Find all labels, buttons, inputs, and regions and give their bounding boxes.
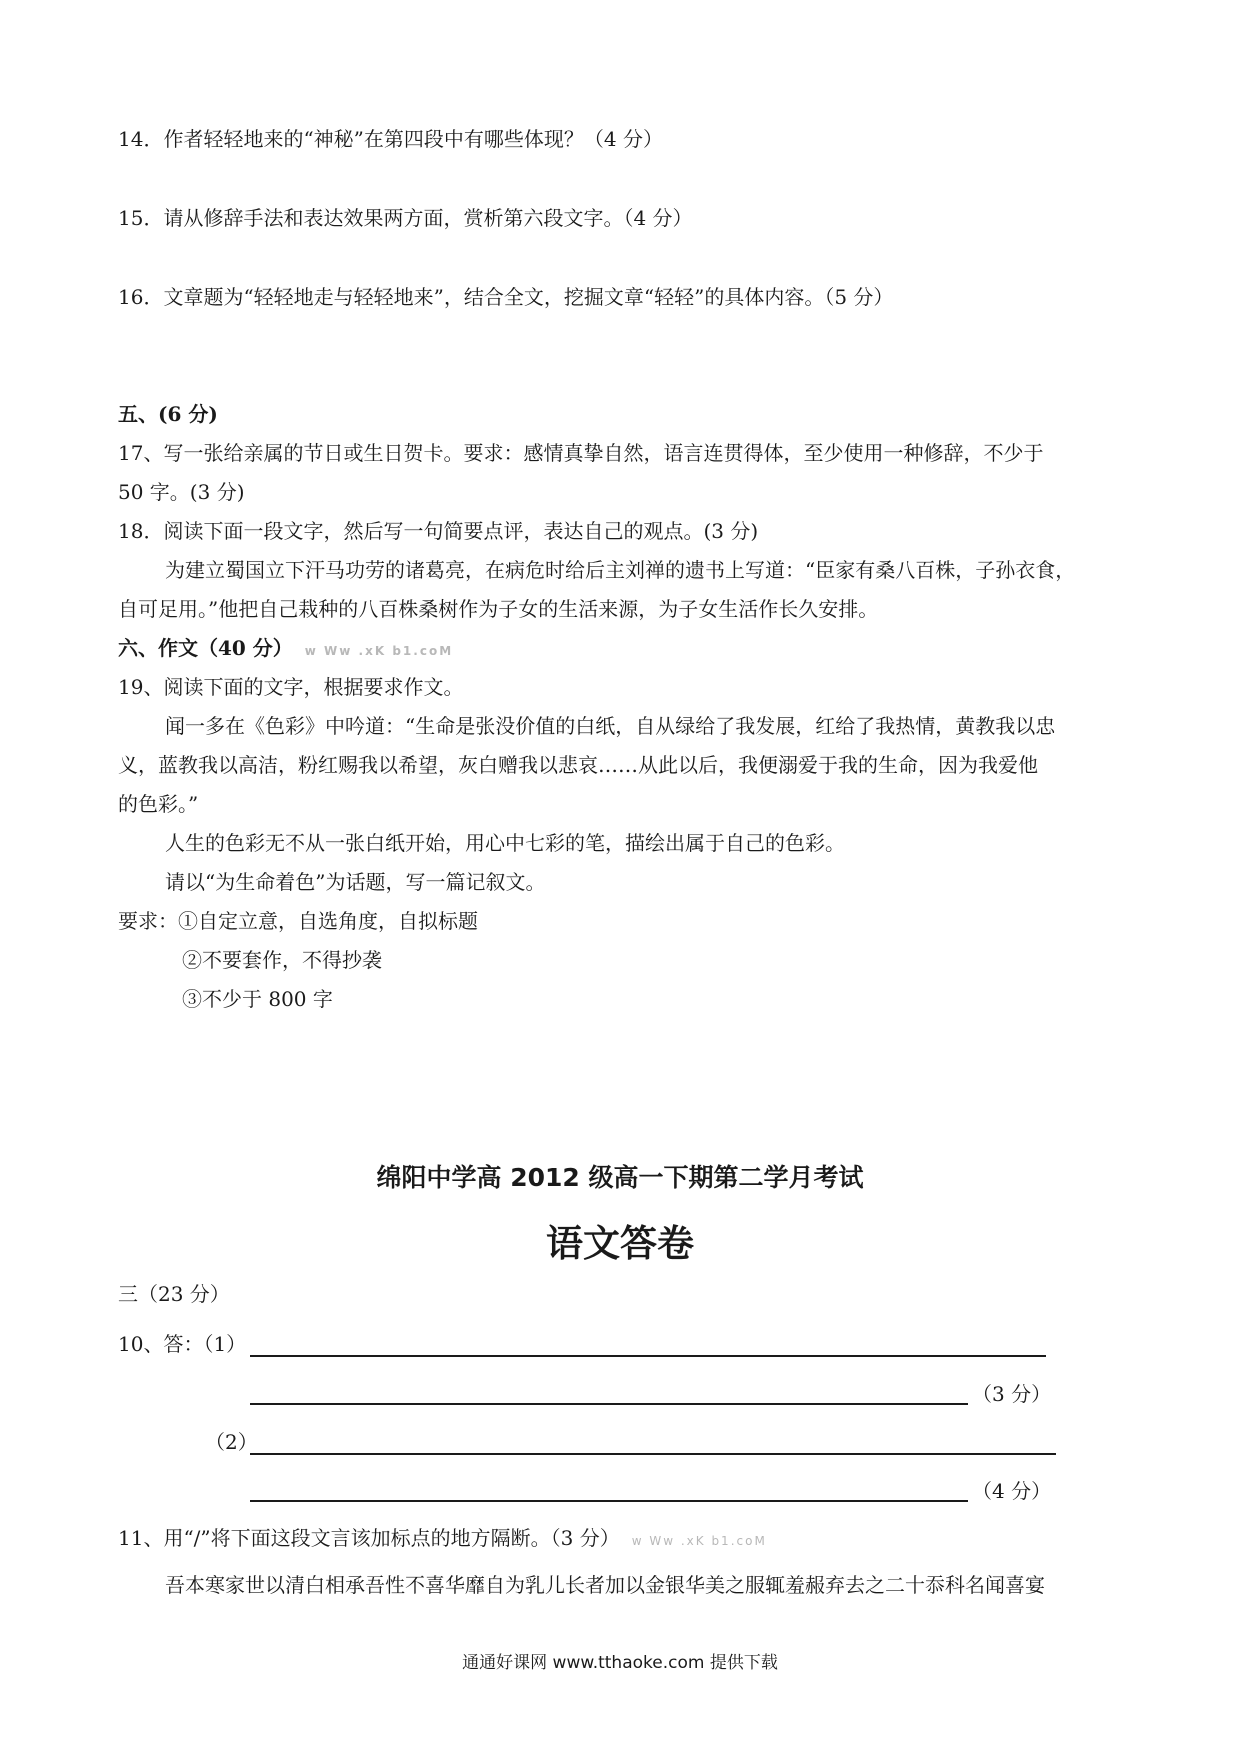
footer: 通通好课网 www.tthaoke.com 提供下载: [462, 1653, 778, 1673]
question-10-2-points: （4 分）: [972, 1479, 1052, 1503]
quote-line1: 闻一多在《色彩》中吟道：“生命是张没价值的白纸，自从绿给了我发展，红给了我热情，黄教我以忠: [165, 714, 1056, 738]
question-11-passage: 吾本寒家世以清白相承吾性不喜华靡自为乳儿长者加以金银华美之服辄羞赧弃去之二十忝科名闻喜宴: [165, 1573, 1045, 1597]
essay-paragraph-2: 人生的色彩无不从一张白纸开始，用心中七彩的笔，描绘出属于自己的色彩。: [165, 831, 845, 855]
question-18-passage-line2: 自可足用。”他把自己栽种的八百株桑树作为子女的生活来源，为子女生活作长久安排。: [118, 597, 879, 621]
question-17-line1: 17、写一张给亲属的节日或生日贺卡。要求：感情真挚自然，语言连贯得体，至少使用一种修辞，不少于: [118, 441, 1044, 465]
question-19: 19、阅读下面的文字，根据要求作文。: [118, 675, 464, 699]
quote-line3: 的色彩。”: [118, 792, 199, 816]
question-16: 16．文章题为“轻轻地走与轻轻地来”，结合全文，挖掘文章“轻轻”的具体内容。（5 分）: [118, 285, 894, 309]
essay-paragraph-3: 请以“为生命着色”为话题，写一篇记叙文。: [165, 870, 546, 894]
question-11-text: 11、用“/”将下面这段文言该加标点的地方隔断。（3 分）: [118, 1526, 620, 1550]
answer-line-10-1b[interactable]: [250, 1403, 968, 1405]
section-3-heading: 三（23 分）: [118, 1282, 230, 1306]
requirement-3: ③不少于 800 字: [182, 987, 333, 1011]
quote-line2: 义，蓝教我以高洁，粉红赐我以希望，灰白赠我以悲哀……从此以后，我便溺爱于我的生命，因为我爱他: [118, 753, 1038, 777]
watermark: w Ww .xK b1.coM: [304, 644, 454, 658]
requirement-1: 要求：①自定立意，自选角度，自拟标题: [118, 909, 478, 933]
answer-line-10-2b[interactable]: [250, 1500, 968, 1502]
question-10-1-points: （3 分）: [972, 1382, 1052, 1406]
question-14: 14．作者轻轻地来的“神秘”在第四段中有哪些体现？（4 分）: [118, 127, 663, 151]
watermark: w Ww .xK b1.coM: [631, 1534, 767, 1548]
question-17-line2: 50 字。(3 分): [118, 480, 245, 504]
answer-sheet-subtitle: 绵阳中学高 2012 级高一下期第二学月考试: [376, 1163, 864, 1192]
section-6-heading: [118, 636, 453, 663]
answer-line-10-1a[interactable]: [250, 1355, 1046, 1357]
question-18-passage-line1: 为建立蜀国立下汗马功劳的诸葛亮，在病危时给后主刘禅的遗书上写道：“臣家有桑八百株，子孙衣食，: [165, 558, 1076, 582]
requirement-2: ②不要套作，不得抄袭: [182, 948, 382, 972]
question-10-label: 10、答：（1）: [118, 1332, 247, 1356]
answer-sheet-title: 语文答卷: [546, 1222, 694, 1265]
question-18: 18．阅读下面一段文字，然后写一句简要点评，表达自己的观点。(3 分): [118, 519, 759, 543]
question-15: 15．请从修辞手法和表达效果两方面，赏析第六段文字。（4 分）: [118, 206, 693, 230]
question-10-2-label: （2）: [205, 1430, 258, 1454]
section-6-heading-text: 六、作文（40 分）: [118, 636, 293, 660]
answer-line-10-2a[interactable]: [250, 1453, 1056, 1455]
section-5-heading: 五、(6 分): [118, 402, 218, 426]
question-11: [118, 1526, 767, 1553]
